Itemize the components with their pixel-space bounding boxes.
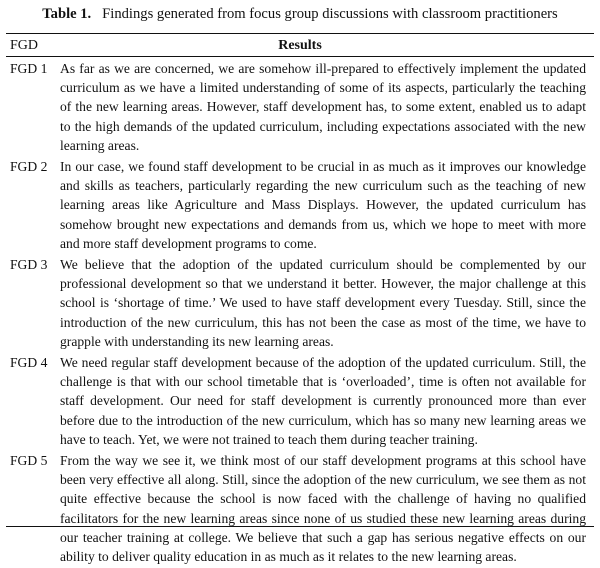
row-result-text: From the way we see it, we think most of our staff development programs at this school have been very effective all along. Still, since the adoption of the new curriculum, we see them as not quite effective because the school is now faced with the challenge of having no qualified facilitators for the new learning areas since none of us studied these new learning areas during our teacher training at college. We believe that such a gap has serious negative effects on our ability to deliver quality education in as much as it relates to the new learning areas. — [60, 453, 586, 565]
table-row — [0, 451, 600, 566]
header-results: Results — [278, 38, 322, 53]
row-fgd-label: FGD 5 — [10, 453, 48, 469]
table-bottom-rule — [6, 526, 594, 527]
table-top-rule — [6, 33, 594, 34]
table-body — [0, 59, 600, 568]
table-row — [0, 353, 600, 449]
row-result-text: As far as we are concerned, we are somehow ill-prepared to effectively implement the updated curriculum as we have a limited understanding of some of its aspects, particularly the teaching of the new learning areas. However, staff development has, to some extent, enabled us to adapt to the high demands of the updated curriculum, including expectations associated with the new learning areas. — [60, 61, 586, 153]
table-caption-label: Table 1. — [42, 6, 92, 22]
row-result-text: We believe that the adoption of the updated curriculum should be complemented by our professional development so that we understand it better. However, the major challenge at this school is ‘shortage of time.’ We used to have staff development every Tuesday. Still, since the introduction of the new curriculum, this has not been the case as most of the time, we have to grapple with understanding its new learning areas. — [60, 257, 586, 349]
row-fgd-label: FGD 1 — [10, 61, 48, 76]
table-caption-text: Findings generated from focus group discussions with classroom practitioners — [102, 6, 558, 22]
row-fgd-label: FGD 2 — [10, 159, 48, 175]
table-row — [0, 157, 600, 253]
header-fgd: FGD — [10, 38, 39, 53]
table-caption — [0, 5, 600, 23]
row-result-text: We need regular staff development because of the adoption of the updated curriculum. Still, the challenge is that with our school timetable that is ‘overloaded’, time is often not available for staff development. Our need for staff development is currently pronounced more than ever before due to the introduction of the new curriculum, which has so many new learning areas we have to teach. Yet, we were not trained to teach them during teacher training. — [60, 355, 586, 447]
row-result-text: In our case, we found staff development to be crucial in as much as it improves our knowledge and skills as teachers, particularly regarding the new curriculum such as the teaching of new learning areas like Agriculture and Mass Displays. However, the updated curriculum has somehow brought new expectations and demands from us, which we hope to meet with more and more staff development programs to come. — [60, 159, 586, 251]
table-header-rule — [6, 56, 594, 57]
row-fgd-label: FGD 4 — [10, 355, 48, 371]
table-header-row — [0, 36, 600, 55]
table-row — [0, 255, 600, 351]
row-fgd-label: FGD 3 — [10, 257, 48, 273]
table-row — [0, 59, 600, 155]
